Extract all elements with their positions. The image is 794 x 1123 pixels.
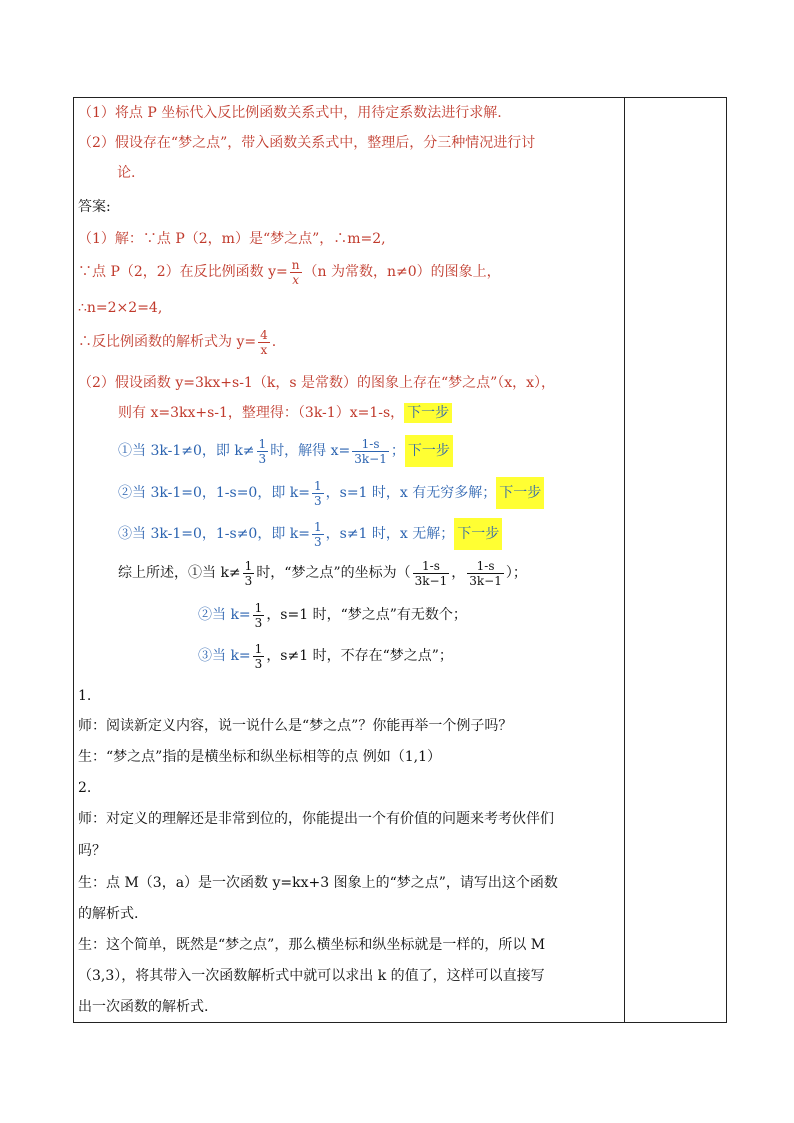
- text-segment: 综上所述，①当 k≠: [118, 565, 241, 581]
- fraction-denominator: 3k−1: [354, 451, 387, 466]
- dialogue-line: 生：这个简单，既然是“梦之点”，那么横坐标和纵坐标就是一样的，所以 M: [78, 937, 546, 953]
- fraction-numerator: 1: [258, 436, 267, 451]
- text-segment: .: [271, 334, 277, 350]
- dialogue-line: 出一次函数的解析式.: [78, 999, 209, 1015]
- fraction-denominator: 3: [254, 656, 263, 671]
- fraction-denominator: 3: [244, 573, 253, 588]
- text-segment: ，: [451, 565, 466, 581]
- fraction-one-third: [253, 642, 265, 671]
- case-1: [118, 433, 453, 469]
- text-segment: ②当 3k-1=0，1-s=0，即 k=: [118, 485, 310, 501]
- fraction-numerator: 1-s: [413, 559, 450, 574]
- fraction-solution: [352, 437, 389, 466]
- summary-3: [198, 638, 453, 674]
- fraction-numerator: n: [291, 257, 300, 272]
- text-segment: ，s=1 时，x 有无穷多解；: [325, 485, 497, 501]
- dialogue-line: 生：点 M（3，a）是一次函数 y=kx+3 图象上的“梦之点”，请写出这个函数: [78, 875, 558, 891]
- fraction-one-third: [243, 559, 255, 588]
- dialogue-line: 吗？: [78, 843, 106, 859]
- hint-1: （1）将点 P 坐标代入反比例函数关系式中，用待定系数法进行求解.: [78, 105, 502, 121]
- dialogue-line: 师：对定义的理解还是非常到位的，你能提出一个有价值的问题来考考伙伴们: [78, 811, 554, 827]
- fraction-numerator: 1: [254, 641, 263, 656]
- fraction-4-over-x: [258, 328, 270, 357]
- part1-line4: [78, 325, 276, 359]
- part1-line2: [78, 257, 501, 287]
- fraction-numerator: 1-s: [352, 437, 389, 452]
- text-segment: （n 为常数，n≠0）的图象上，: [303, 264, 501, 280]
- answer-label: 答案:: [78, 199, 111, 215]
- fraction-n-over-x: [290, 258, 302, 287]
- next-step-button[interactable]: 下一步: [404, 403, 452, 423]
- left-cell: [78, 97, 623, 1023]
- fraction-solution: [467, 559, 504, 588]
- text-segment: ∴反比例函数的解析式为 y=: [78, 334, 257, 350]
- fraction-numerator: 1-s: [467, 559, 504, 574]
- item-number-1: 1.: [78, 688, 92, 704]
- text-segment: 时，解得 x=: [270, 443, 351, 459]
- text-segment: ，s≠1 时，x 无解；: [325, 526, 455, 542]
- item-number-2: 2.: [78, 780, 92, 796]
- fraction-solution: [413, 559, 450, 588]
- text-segment: 则有 x=3kx+s-1，整理得：（3k-1）x=1-s，: [118, 405, 405, 421]
- text-segment: ，s=1 时，“梦之点”有无数个；: [266, 607, 467, 623]
- fraction-denominator: x: [292, 272, 300, 287]
- fraction-numerator: 4: [260, 327, 268, 342]
- dialogue-line: （3,3），将其带入一次函数解析式中就可以求出 k 的值了，这样可以直接写: [78, 968, 545, 984]
- text-segment: 时，“梦之点”的坐标为（: [256, 565, 411, 581]
- fraction-numerator: 1: [244, 558, 253, 573]
- part2-line2: [118, 403, 452, 423]
- part1-line3: ∴n=2×2=4,: [78, 300, 163, 316]
- fraction-denominator: 3: [254, 615, 263, 630]
- part2-line1: （2）假设函数 y=3kx+s-1（k，s 是常数）的图象上存在“梦之点”（x，x），: [78, 375, 556, 391]
- fraction-numerator: 1: [314, 478, 322, 493]
- fraction-one-third: [257, 437, 269, 466]
- part1-line1: （1）解：∵点 P（2，m）是“梦之点”，∴m=2,: [78, 231, 386, 247]
- fraction-denominator: 3k−1: [414, 573, 448, 588]
- next-step-button[interactable]: 下一步: [454, 518, 502, 550]
- case-2: [118, 475, 544, 511]
- text-segment: ③当 3k-1=0，1-s≠0，即 k=: [118, 526, 310, 542]
- fraction-denominator: 3: [314, 534, 322, 549]
- hint-2: （2）假设存在“梦之点”，带入函数关系式中，整理后，分三种情况进行讨: [78, 135, 536, 151]
- fraction-one-third: [253, 601, 265, 630]
- fraction-one-third: [312, 479, 324, 508]
- hint-2-cont: 论.: [117, 165, 136, 181]
- text-segment: ，s≠1 时，不存在“梦之点”；: [266, 648, 453, 664]
- fraction-numerator: 1: [254, 600, 263, 615]
- summary-2: [198, 597, 467, 633]
- text-segment: ∵点 P（2，2）在反比例函数 y=: [78, 264, 288, 280]
- text-segment: ②当 k=: [198, 607, 251, 623]
- fraction-denominator: 3k−1: [469, 573, 502, 588]
- text-segment: ③当 k=: [198, 648, 251, 664]
- case-3: [118, 516, 502, 552]
- fraction-denominator: x: [260, 342, 268, 357]
- next-step-button[interactable]: 下一步: [496, 477, 544, 509]
- text-segment: ；: [390, 443, 405, 459]
- dialogue-line: 生：“梦之点”指的是横坐标和纵坐标相等的点 例如（1,1）: [78, 749, 442, 765]
- fraction-one-third: [312, 520, 324, 549]
- table-column-divider: [624, 97, 625, 1023]
- dialogue-line: 师：阅读新定义内容，说一说什么是“梦之点”？你能再举一个例子吗？: [78, 718, 513, 734]
- next-step-button[interactable]: 下一步: [405, 435, 453, 467]
- fraction-numerator: 1: [314, 519, 322, 534]
- fraction-denominator: 3: [314, 493, 322, 508]
- dialogue-line: 的解析式.: [78, 906, 139, 922]
- summary-1: [118, 555, 527, 591]
- text-segment: ①当 3k-1≠0，即 k≠: [118, 443, 255, 459]
- text-segment: ）；: [505, 565, 527, 581]
- fraction-denominator: 3: [258, 451, 267, 466]
